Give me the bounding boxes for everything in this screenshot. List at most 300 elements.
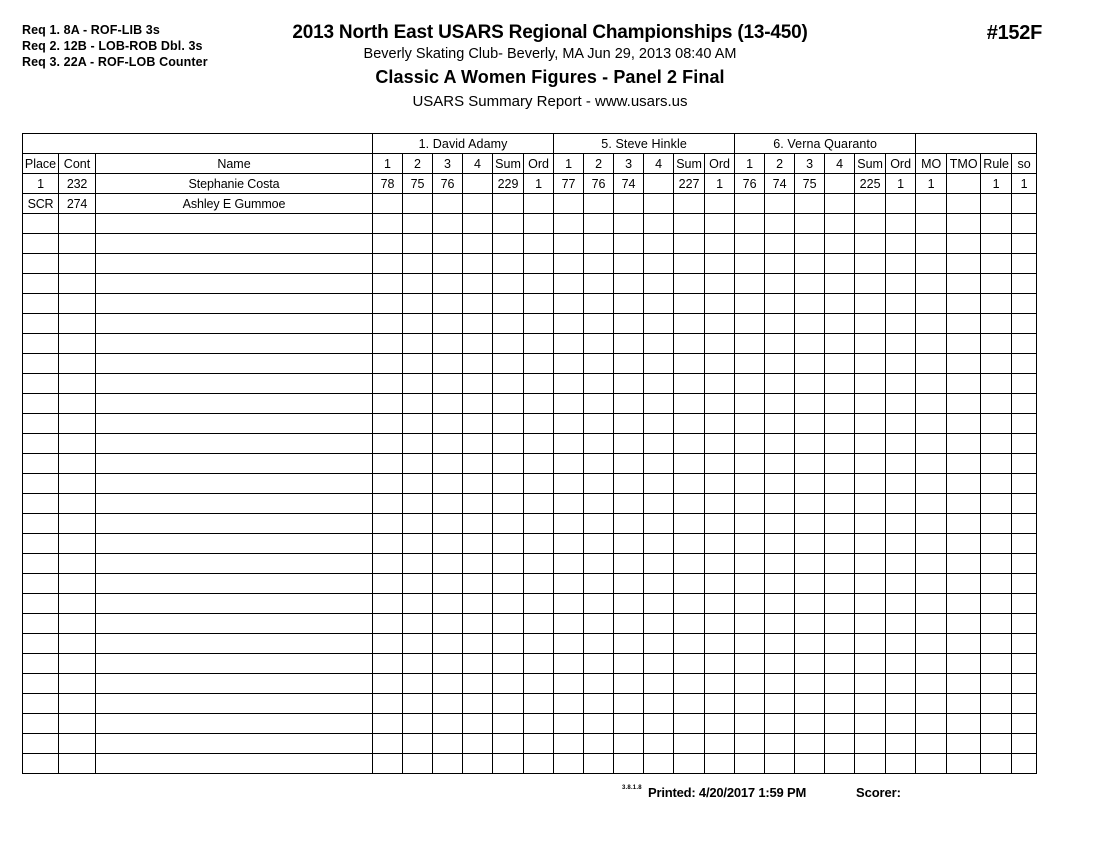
cell-tmo[interactable] <box>947 434 981 454</box>
cell-judge3-f3[interactable] <box>795 194 825 214</box>
cell-mo[interactable] <box>916 394 947 414</box>
cell-judge3-sum[interactable] <box>855 494 886 514</box>
cell-mo[interactable] <box>916 274 947 294</box>
cell-judge3-f4[interactable] <box>825 754 855 774</box>
cell-judge3-sum[interactable] <box>855 214 886 234</box>
cell-judge1-sum[interactable] <box>493 594 524 614</box>
cell-judge1-f3[interactable] <box>433 454 463 474</box>
cell-name[interactable] <box>96 394 373 414</box>
cell-judge1-f4[interactable] <box>463 674 493 694</box>
cell-judge1-ord[interactable] <box>524 594 554 614</box>
cell-judge1-f2[interactable] <box>403 214 433 234</box>
cell-judge3-f4[interactable] <box>825 574 855 594</box>
cell-cont[interactable] <box>59 434 96 454</box>
cell-judge2-f1[interactable] <box>554 294 584 314</box>
cell-mo[interactable] <box>916 734 947 754</box>
cell-place[interactable]: SCR <box>23 194 59 214</box>
cell-judge3-ord[interactable] <box>886 734 916 754</box>
cell-cont[interactable] <box>59 594 96 614</box>
cell-judge2-ord[interactable] <box>705 434 735 454</box>
cell-judge2-f2[interactable] <box>584 654 614 674</box>
cell-judge2-f3[interactable] <box>614 254 644 274</box>
cell-name[interactable] <box>96 574 373 594</box>
cell-judge1-f3[interactable] <box>433 734 463 754</box>
cell-judge1-ord[interactable]: 1 <box>524 174 554 194</box>
cell-judge1-ord[interactable] <box>524 194 554 214</box>
cell-judge1-f1[interactable] <box>373 594 403 614</box>
cell-judge2-f4[interactable] <box>644 454 674 474</box>
cell-judge3-ord[interactable] <box>886 614 916 634</box>
cell-judge3-f1[interactable] <box>735 314 765 334</box>
cell-judge3-f4[interactable] <box>825 734 855 754</box>
cell-tmo[interactable] <box>947 214 981 234</box>
cell-judge2-f4[interactable] <box>644 734 674 754</box>
cell-judge3-sum[interactable] <box>855 594 886 614</box>
cell-judge3-f1[interactable] <box>735 614 765 634</box>
cell-judge3-f1[interactable] <box>735 414 765 434</box>
cell-judge2-ord[interactable] <box>705 474 735 494</box>
cell-judge2-ord[interactable] <box>705 654 735 674</box>
cell-judge3-f3[interactable]: 75 <box>795 174 825 194</box>
cell-judge3-f4[interactable] <box>825 234 855 254</box>
cell-mo[interactable] <box>916 414 947 434</box>
cell-judge1-f4[interactable] <box>463 554 493 574</box>
cell-judge2-sum[interactable] <box>674 594 705 614</box>
cell-judge1-ord[interactable] <box>524 494 554 514</box>
cell-cont[interactable] <box>59 234 96 254</box>
cell-judge3-sum[interactable] <box>855 294 886 314</box>
cell-judge2-ord[interactable] <box>705 194 735 214</box>
cell-judge3-f1[interactable] <box>735 654 765 674</box>
cell-judge3-f4[interactable] <box>825 294 855 314</box>
cell-place[interactable] <box>23 594 59 614</box>
cell-judge1-f1[interactable] <box>373 534 403 554</box>
cell-judge1-f4[interactable] <box>463 174 493 194</box>
cell-mo[interactable] <box>916 634 947 654</box>
cell-rule[interactable] <box>981 574 1012 594</box>
cell-judge3-ord[interactable] <box>886 594 916 614</box>
cell-judge2-sum[interactable] <box>674 674 705 694</box>
cell-judge3-f2[interactable] <box>765 274 795 294</box>
cell-judge1-f3[interactable] <box>433 274 463 294</box>
cell-judge2-f1[interactable] <box>554 654 584 674</box>
cell-judge1-sum[interactable] <box>493 574 524 594</box>
cell-judge2-ord[interactable] <box>705 534 735 554</box>
cell-rule[interactable] <box>981 474 1012 494</box>
table-row-empty[interactable] <box>23 214 1037 234</box>
cell-rule[interactable] <box>981 654 1012 674</box>
cell-judge3-f2[interactable] <box>765 734 795 754</box>
cell-judge3-ord[interactable] <box>886 394 916 414</box>
cell-cont[interactable] <box>59 254 96 274</box>
cell-judge2-f2[interactable] <box>584 194 614 214</box>
cell-judge2-f1[interactable] <box>554 614 584 634</box>
cell-place[interactable] <box>23 614 59 634</box>
cell-judge2-f1[interactable] <box>554 314 584 334</box>
cell-judge3-f2[interactable] <box>765 634 795 654</box>
cell-tmo[interactable] <box>947 594 981 614</box>
cell-judge2-sum[interactable] <box>674 734 705 754</box>
cell-judge1-f4[interactable] <box>463 414 493 434</box>
cell-mo[interactable] <box>916 214 947 234</box>
cell-judge2-f4[interactable] <box>644 654 674 674</box>
cell-judge1-f3[interactable] <box>433 634 463 654</box>
cell-judge1-f3[interactable] <box>433 334 463 354</box>
cell-judge2-f4[interactable] <box>644 434 674 454</box>
cell-judge1-f2[interactable]: 75 <box>403 174 433 194</box>
cell-judge3-f2[interactable] <box>765 354 795 374</box>
cell-judge3-f4[interactable] <box>825 174 855 194</box>
cell-tmo[interactable] <box>947 674 981 694</box>
cell-rule[interactable] <box>981 214 1012 234</box>
cell-judge1-sum[interactable] <box>493 694 524 714</box>
cell-judge1-f4[interactable] <box>463 534 493 554</box>
cell-judge2-ord[interactable] <box>705 634 735 654</box>
cell-judge2-f1[interactable] <box>554 534 584 554</box>
cell-judge1-f3[interactable] <box>433 514 463 534</box>
cell-judge1-sum[interactable] <box>493 454 524 474</box>
cell-cont[interactable] <box>59 314 96 334</box>
cell-judge1-f2[interactable] <box>403 454 433 474</box>
cell-judge2-f3[interactable] <box>614 714 644 734</box>
cell-judge3-ord[interactable] <box>886 634 916 654</box>
cell-tmo[interactable] <box>947 374 981 394</box>
cell-judge1-f3[interactable] <box>433 394 463 414</box>
cell-judge3-f1[interactable] <box>735 394 765 414</box>
cell-place[interactable] <box>23 734 59 754</box>
cell-judge1-f2[interactable] <box>403 534 433 554</box>
cell-judge3-f3[interactable] <box>795 574 825 594</box>
cell-judge1-f1[interactable] <box>373 454 403 474</box>
cell-judge1-f4[interactable] <box>463 394 493 414</box>
cell-judge3-sum[interactable] <box>855 674 886 694</box>
cell-judge2-f3[interactable] <box>614 594 644 614</box>
cell-rule[interactable] <box>981 454 1012 474</box>
cell-judge1-f1[interactable] <box>373 734 403 754</box>
cell-tmo[interactable] <box>947 234 981 254</box>
cell-judge1-f3[interactable] <box>433 534 463 554</box>
cell-judge2-f1[interactable] <box>554 434 584 454</box>
cell-judge1-sum[interactable] <box>493 674 524 694</box>
cell-judge3-f1[interactable] <box>735 354 765 374</box>
cell-judge3-f3[interactable] <box>795 294 825 314</box>
cell-judge3-f1[interactable] <box>735 194 765 214</box>
cell-so[interactable] <box>1012 674 1037 694</box>
cell-judge2-ord[interactable] <box>705 374 735 394</box>
cell-judge1-f3[interactable] <box>433 714 463 734</box>
cell-judge2-f1[interactable] <box>554 394 584 414</box>
cell-judge2-f1[interactable] <box>554 514 584 534</box>
cell-judge3-f3[interactable] <box>795 414 825 434</box>
cell-rule[interactable] <box>981 494 1012 514</box>
cell-judge2-ord[interactable] <box>705 334 735 354</box>
cell-judge1-f1[interactable] <box>373 334 403 354</box>
cell-rule[interactable] <box>981 514 1012 534</box>
table-row-empty[interactable] <box>23 734 1037 754</box>
cell-judge2-f3[interactable] <box>614 474 644 494</box>
table-row-empty[interactable] <box>23 654 1037 674</box>
cell-cont[interactable] <box>59 514 96 534</box>
cell-name[interactable] <box>96 374 373 394</box>
cell-judge1-sum[interactable] <box>493 254 524 274</box>
cell-name[interactable] <box>96 494 373 514</box>
cell-judge3-f3[interactable] <box>795 254 825 274</box>
cell-judge1-sum[interactable] <box>493 734 524 754</box>
cell-judge1-sum[interactable] <box>493 414 524 434</box>
cell-judge3-f1[interactable] <box>735 574 765 594</box>
cell-so[interactable] <box>1012 694 1037 714</box>
cell-place[interactable]: 1 <box>23 174 59 194</box>
cell-name[interactable] <box>96 754 373 774</box>
cell-mo[interactable] <box>916 514 947 534</box>
cell-judge1-f2[interactable] <box>403 274 433 294</box>
cell-judge2-f4[interactable] <box>644 274 674 294</box>
cell-judge3-sum[interactable] <box>855 374 886 394</box>
cell-judge2-f4[interactable] <box>644 334 674 354</box>
cell-judge3-f2[interactable] <box>765 294 795 314</box>
cell-judge2-f2[interactable] <box>584 454 614 474</box>
cell-cont[interactable] <box>59 754 96 774</box>
table-row-empty[interactable] <box>23 354 1037 374</box>
cell-so[interactable] <box>1012 534 1037 554</box>
cell-name[interactable]: Ashley E Gummoe <box>96 194 373 214</box>
table-row-empty[interactable] <box>23 614 1037 634</box>
cell-judge2-f2[interactable] <box>584 694 614 714</box>
cell-judge1-f3[interactable] <box>433 354 463 374</box>
cell-so[interactable] <box>1012 334 1037 354</box>
cell-judge3-sum[interactable]: 225 <box>855 174 886 194</box>
cell-tmo[interactable] <box>947 454 981 474</box>
cell-judge2-f1[interactable] <box>554 354 584 374</box>
cell-judge3-f2[interactable] <box>765 654 795 674</box>
cell-judge1-f1[interactable] <box>373 274 403 294</box>
cell-judge2-sum[interactable] <box>674 214 705 234</box>
cell-cont[interactable] <box>59 494 96 514</box>
cell-judge1-ord[interactable] <box>524 354 554 374</box>
cell-judge2-ord[interactable] <box>705 454 735 474</box>
cell-so[interactable] <box>1012 514 1037 534</box>
cell-judge1-f2[interactable] <box>403 594 433 614</box>
cell-name[interactable] <box>96 254 373 274</box>
cell-mo[interactable] <box>916 234 947 254</box>
cell-judge1-f1[interactable] <box>373 414 403 434</box>
cell-judge3-f1[interactable] <box>735 694 765 714</box>
cell-judge3-sum[interactable] <box>855 454 886 474</box>
cell-judge3-f2[interactable] <box>765 414 795 434</box>
table-row-empty[interactable] <box>23 754 1037 774</box>
cell-mo[interactable] <box>916 674 947 694</box>
cell-judge1-ord[interactable] <box>524 654 554 674</box>
cell-judge3-f4[interactable] <box>825 534 855 554</box>
cell-judge2-f4[interactable] <box>644 594 674 614</box>
cell-judge2-ord[interactable] <box>705 494 735 514</box>
cell-judge3-f1[interactable] <box>735 514 765 534</box>
cell-judge3-f1[interactable] <box>735 674 765 694</box>
cell-judge1-f4[interactable] <box>463 294 493 314</box>
cell-judge1-ord[interactable] <box>524 294 554 314</box>
cell-rule[interactable]: 1 <box>981 174 1012 194</box>
cell-judge1-f1[interactable] <box>373 754 403 774</box>
cell-judge2-f3[interactable] <box>614 414 644 434</box>
cell-rule[interactable] <box>981 614 1012 634</box>
cell-judge3-ord[interactable] <box>886 374 916 394</box>
cell-judge1-ord[interactable] <box>524 234 554 254</box>
cell-judge2-f4[interactable] <box>644 674 674 694</box>
cell-judge3-f2[interactable] <box>765 674 795 694</box>
cell-name[interactable] <box>96 614 373 634</box>
cell-cont[interactable] <box>59 614 96 634</box>
cell-tmo[interactable] <box>947 574 981 594</box>
cell-judge2-f1[interactable] <box>554 214 584 234</box>
cell-place[interactable] <box>23 534 59 554</box>
cell-mo[interactable] <box>916 494 947 514</box>
cell-judge2-f4[interactable] <box>644 554 674 574</box>
cell-judge3-sum[interactable] <box>855 314 886 334</box>
cell-place[interactable] <box>23 574 59 594</box>
cell-judge3-f2[interactable] <box>765 694 795 714</box>
cell-judge3-sum[interactable] <box>855 514 886 534</box>
cell-place[interactable] <box>23 654 59 674</box>
cell-name[interactable] <box>96 674 373 694</box>
cell-judge3-f4[interactable] <box>825 414 855 434</box>
cell-name[interactable] <box>96 234 373 254</box>
cell-judge1-f3[interactable] <box>433 554 463 574</box>
cell-judge2-sum[interactable] <box>674 394 705 414</box>
cell-judge2-f1[interactable] <box>554 694 584 714</box>
table-row[interactable] <box>23 194 1037 214</box>
cell-judge3-f2[interactable] <box>765 594 795 614</box>
cell-judge2-f3[interactable] <box>614 654 644 674</box>
cell-judge2-ord[interactable]: 1 <box>705 174 735 194</box>
cell-judge3-f2[interactable] <box>765 254 795 274</box>
cell-so[interactable] <box>1012 474 1037 494</box>
cell-judge1-f1[interactable] <box>373 674 403 694</box>
cell-judge3-sum[interactable] <box>855 754 886 774</box>
cell-mo[interactable] <box>916 194 947 214</box>
cell-judge1-ord[interactable] <box>524 454 554 474</box>
cell-judge3-f3[interactable] <box>795 394 825 414</box>
cell-judge3-sum[interactable] <box>855 654 886 674</box>
cell-judge2-f2[interactable] <box>584 474 614 494</box>
cell-cont[interactable] <box>59 654 96 674</box>
cell-name[interactable] <box>96 714 373 734</box>
cell-judge3-f2[interactable] <box>765 554 795 574</box>
cell-judge3-f3[interactable] <box>795 514 825 534</box>
table-row-empty[interactable] <box>23 474 1037 494</box>
cell-judge2-f3[interactable] <box>614 454 644 474</box>
cell-judge1-f2[interactable] <box>403 754 433 774</box>
table-row-empty[interactable] <box>23 454 1037 474</box>
cell-judge1-f4[interactable] <box>463 474 493 494</box>
cell-cont[interactable] <box>59 394 96 414</box>
cell-cont[interactable] <box>59 354 96 374</box>
cell-judge1-f2[interactable] <box>403 674 433 694</box>
cell-judge2-f4[interactable] <box>644 494 674 514</box>
cell-judge1-f2[interactable] <box>403 414 433 434</box>
cell-judge3-f2[interactable] <box>765 494 795 514</box>
cell-judge1-ord[interactable] <box>524 474 554 494</box>
cell-judge3-sum[interactable] <box>855 394 886 414</box>
table-row-empty[interactable] <box>23 254 1037 274</box>
cell-judge2-f2[interactable] <box>584 354 614 374</box>
cell-judge1-f1[interactable] <box>373 314 403 334</box>
cell-name[interactable] <box>96 654 373 674</box>
cell-tmo[interactable] <box>947 474 981 494</box>
cell-judge2-f3[interactable] <box>614 614 644 634</box>
cell-name[interactable] <box>96 354 373 374</box>
cell-judge3-f3[interactable] <box>795 314 825 334</box>
cell-judge1-f1[interactable] <box>373 194 403 214</box>
cell-judge2-f2[interactable] <box>584 534 614 554</box>
cell-judge1-ord[interactable] <box>524 714 554 734</box>
cell-judge1-ord[interactable] <box>524 534 554 554</box>
cell-judge3-f3[interactable] <box>795 594 825 614</box>
cell-judge2-ord[interactable] <box>705 234 735 254</box>
table-row-empty[interactable] <box>23 494 1037 514</box>
cell-judge2-sum[interactable] <box>674 314 705 334</box>
cell-cont[interactable] <box>59 574 96 594</box>
cell-cont[interactable] <box>59 734 96 754</box>
cell-judge3-f4[interactable] <box>825 474 855 494</box>
cell-so[interactable] <box>1012 214 1037 234</box>
cell-judge2-f2[interactable] <box>584 674 614 694</box>
cell-so[interactable] <box>1012 714 1037 734</box>
cell-judge2-f3[interactable] <box>614 534 644 554</box>
cell-judge1-f1[interactable] <box>373 234 403 254</box>
cell-place[interactable] <box>23 454 59 474</box>
cell-judge1-f2[interactable] <box>403 354 433 374</box>
cell-rule[interactable] <box>981 734 1012 754</box>
cell-judge2-f3[interactable] <box>614 274 644 294</box>
cell-name[interactable] <box>96 334 373 354</box>
cell-judge3-f3[interactable] <box>795 454 825 474</box>
cell-judge1-f2[interactable] <box>403 294 433 314</box>
cell-so[interactable] <box>1012 394 1037 414</box>
table-row[interactable] <box>23 174 1037 194</box>
cell-rule[interactable] <box>981 634 1012 654</box>
cell-judge1-f1[interactable] <box>373 394 403 414</box>
cell-judge2-sum[interactable] <box>674 454 705 474</box>
cell-judge1-f2[interactable] <box>403 634 433 654</box>
cell-judge3-f3[interactable] <box>795 674 825 694</box>
cell-tmo[interactable] <box>947 314 981 334</box>
cell-cont[interactable] <box>59 554 96 574</box>
cell-judge1-f2[interactable] <box>403 574 433 594</box>
cell-judge1-f3[interactable] <box>433 414 463 434</box>
cell-judge1-sum[interactable] <box>493 754 524 774</box>
cell-judge1-sum[interactable] <box>493 554 524 574</box>
cell-judge1-f1[interactable] <box>373 574 403 594</box>
cell-judge3-f4[interactable] <box>825 394 855 414</box>
cell-so[interactable] <box>1012 554 1037 574</box>
cell-judge3-f3[interactable] <box>795 534 825 554</box>
cell-judge1-f2[interactable] <box>403 694 433 714</box>
cell-place[interactable] <box>23 254 59 274</box>
cell-cont[interactable] <box>59 454 96 474</box>
cell-rule[interactable] <box>981 294 1012 314</box>
cell-judge1-sum[interactable] <box>493 314 524 334</box>
cell-judge1-f3[interactable] <box>433 194 463 214</box>
cell-tmo[interactable] <box>947 554 981 574</box>
cell-judge2-ord[interactable] <box>705 674 735 694</box>
cell-judge1-ord[interactable] <box>524 254 554 274</box>
cell-judge1-f3[interactable] <box>433 594 463 614</box>
cell-judge3-f1[interactable] <box>735 454 765 474</box>
cell-judge3-f4[interactable] <box>825 214 855 234</box>
cell-judge2-sum[interactable] <box>674 574 705 594</box>
cell-judge2-f4[interactable] <box>644 314 674 334</box>
cell-cont[interactable]: 274 <box>59 194 96 214</box>
